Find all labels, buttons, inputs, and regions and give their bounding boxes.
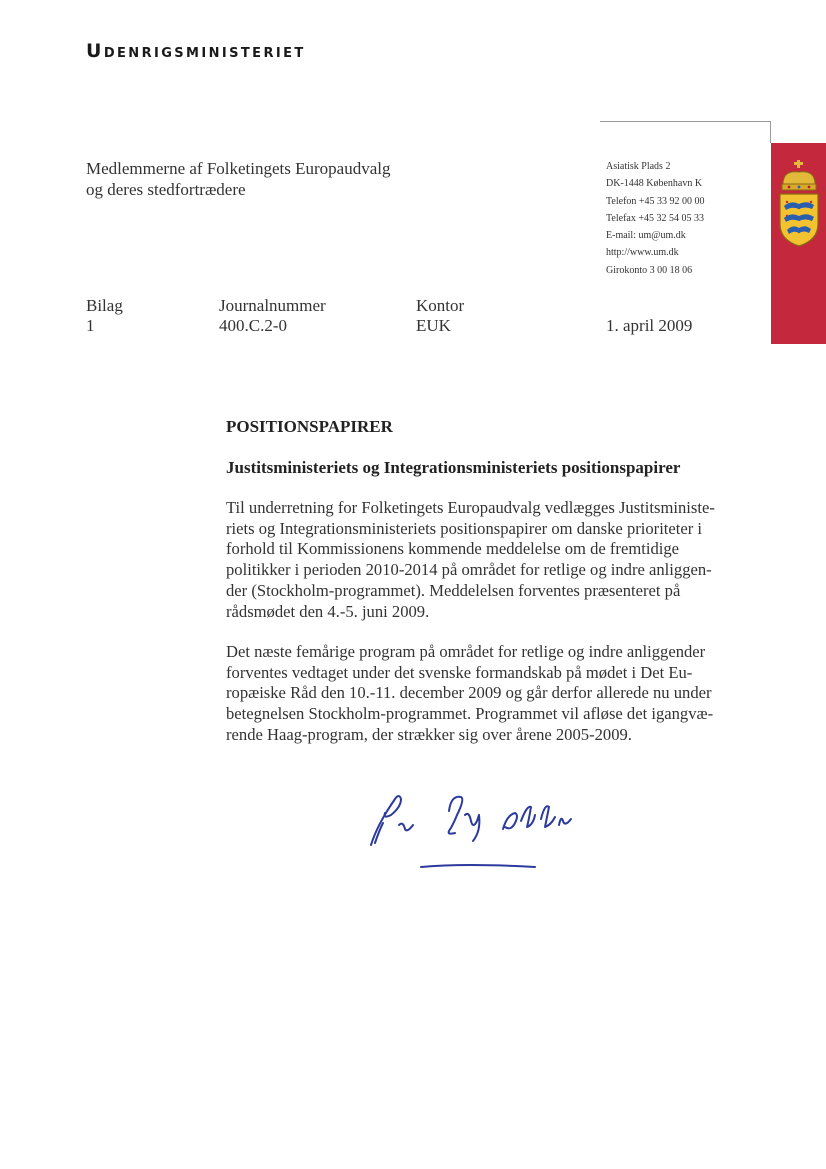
journal-label: Journalnummer xyxy=(219,296,326,315)
address-divider-vertical xyxy=(770,121,771,143)
recipient-line: og deres stedfortrædere xyxy=(86,180,246,199)
document-heading: POSITIONSPAPIRER xyxy=(226,417,393,436)
paragraph-line: forventes vedtaget under det svenske formandskab på mødet i Det Eu- xyxy=(226,662,693,682)
royal-crest-icon xyxy=(775,158,825,248)
kontor-value: EUK xyxy=(416,316,451,335)
paragraph-line: Det næste femårige program på området for retlige og indre anliggender xyxy=(226,642,706,661)
paragraph-line: forhold til Kommissionens kommende meddelelse om de fremtidige xyxy=(226,539,680,559)
address-giro: Girokonto 3 00 18 06 xyxy=(606,264,693,276)
recipient-line: Medlemmerne af Folketingets Europaudvalg xyxy=(86,159,391,178)
paragraph-line: Til underretning for Folketingets Europaudvalg vedlægges Justitsministe- xyxy=(226,498,715,517)
document-subheading: Justitsministeriets og Integrationsministeriets positionspapirer xyxy=(226,458,681,477)
address-street: Asiatisk Plads 2 xyxy=(606,161,671,172)
journal-value: 400.C.2-0 xyxy=(219,316,287,335)
ministry-letterhead: Udenrigsministeriet xyxy=(86,40,306,62)
bilag-value: 1 xyxy=(86,316,95,335)
kontor-label: Kontor xyxy=(416,296,465,315)
paragraph-1 xyxy=(226,498,746,622)
letter-date: 1. april 2009 xyxy=(606,316,693,335)
paragraph-line: betegnelsen Stockholm-programmet. Programmet vil afløse det igangvæ- xyxy=(226,704,714,724)
paragraph-2 xyxy=(226,642,746,746)
paragraph-line: der (Stockholm-programmet). Meddelelsen forventes præsenteret på xyxy=(226,580,681,600)
address-phone: Telefon +45 33 92 00 00 xyxy=(606,195,705,207)
address-city: DK-1448 København K xyxy=(606,178,703,190)
handwritten-signature xyxy=(365,785,590,885)
paragraph-line: riets og Integrationsministeriets positionspapirer om danske prioriteter i xyxy=(226,518,703,538)
paragraph-line: rådsmødet den 4.-5. juni 2009. xyxy=(226,601,430,621)
recipient-block xyxy=(86,158,391,200)
address-fax: Telefax +45 32 54 05 33 xyxy=(606,212,704,224)
bilag-field xyxy=(86,296,123,336)
address-web: http://www.um.dk xyxy=(606,247,679,259)
paragraph-line: rende Haag-program, der strækker sig over årene 2005-2009. xyxy=(226,724,632,744)
paragraph-line: politikker i perioden 2010-2014 på området for retlige og indre anliggen- xyxy=(226,560,712,580)
address-block xyxy=(606,158,705,279)
bilag-label: Bilag xyxy=(86,296,123,315)
kontor-field xyxy=(416,296,464,336)
journal-field xyxy=(219,296,326,336)
paragraph-line: ropæiske Råd den 10.-11. december 2009 og går derfor allerede nu under xyxy=(226,683,712,703)
address-email: E-mail: um@um.dk xyxy=(606,230,686,242)
address-divider xyxy=(600,121,771,122)
